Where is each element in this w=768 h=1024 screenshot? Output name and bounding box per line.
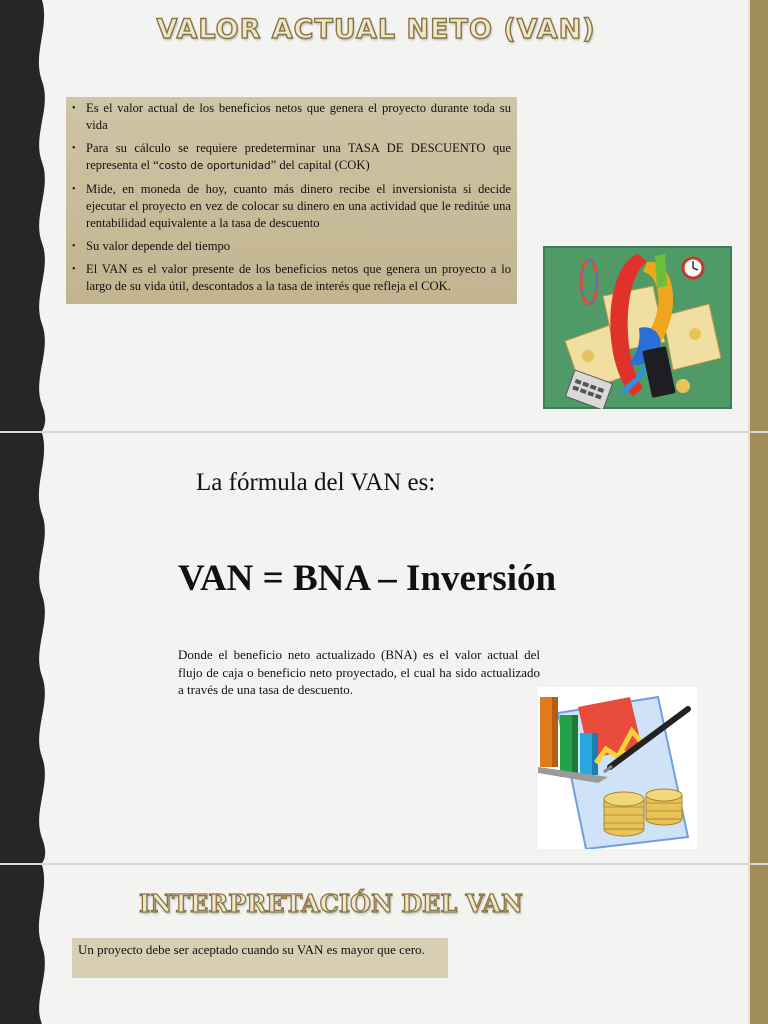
bullet-text: Para su cálculo se requiere predeterminar una TASA DE DESCUENTO que representa el “ — [86, 141, 511, 172]
bullet-item — [70, 100, 511, 134]
finance-clipart-icon — [543, 246, 732, 409]
bullet-item — [70, 181, 511, 232]
right-accent-bar — [750, 433, 768, 863]
bullet-text: ” del capital (COK) — [270, 158, 370, 172]
bullet-text: Su valor depende del tiempo — [86, 239, 231, 253]
bullet-term: costo de oportunidad — [158, 160, 271, 172]
right-accent-bar — [750, 0, 768, 431]
bullet-text: El VAN es el valor presente de los beneficios netos que genera un proyecto a lo largo de su vida útil, descontados a la tasa de interés que refleja el COK. — [86, 262, 511, 293]
bullet-item — [70, 261, 511, 295]
interpretation-note: Un proyecto debe ser aceptado cuando su VAN es mayor que cero. — [72, 938, 448, 978]
formula-intro: La fórmula del VAN es: — [196, 469, 436, 496]
bar-chart-coins-icon — [538, 687, 697, 849]
left-wave-band — [0, 0, 58, 431]
slide-title: VALOR ACTUAL NETO (VAN) — [156, 14, 596, 45]
bullet-text: Es el valor actual de los beneficios netos que genera el proyecto durante toda su vida — [86, 101, 511, 132]
left-wave-band — [0, 433, 58, 863]
left-wave-band — [0, 865, 58, 1024]
slide-van-definition — [0, 0, 768, 431]
bullet-item — [70, 140, 511, 175]
section-title: INTERPRETACIÓN DEL VAN — [139, 889, 523, 918]
bullet-text: Mide, en moneda de hoy, cuanto más dinero recibe el inversionista si decide ejecutar el proyecto en vez de colocar su dinero en una actividad que le reditúe una rentabilidad equivalente a la tasa de descuento — [86, 182, 511, 230]
slide-van-formula — [0, 433, 768, 863]
bullet-item — [70, 238, 511, 255]
right-accent-bar — [750, 865, 768, 1024]
definition-box — [66, 97, 517, 304]
slide-van-interpretation — [0, 865, 768, 1024]
formula-description: Donde el beneficio neto actualizado (BNA) es el valor actual del flujo de caja o beneficio neto proyectado, el cual ha sido actualizado a través de una tasa de descuento. — [178, 647, 540, 698]
van-formula: VAN = BNA – Inversión — [178, 558, 557, 599]
